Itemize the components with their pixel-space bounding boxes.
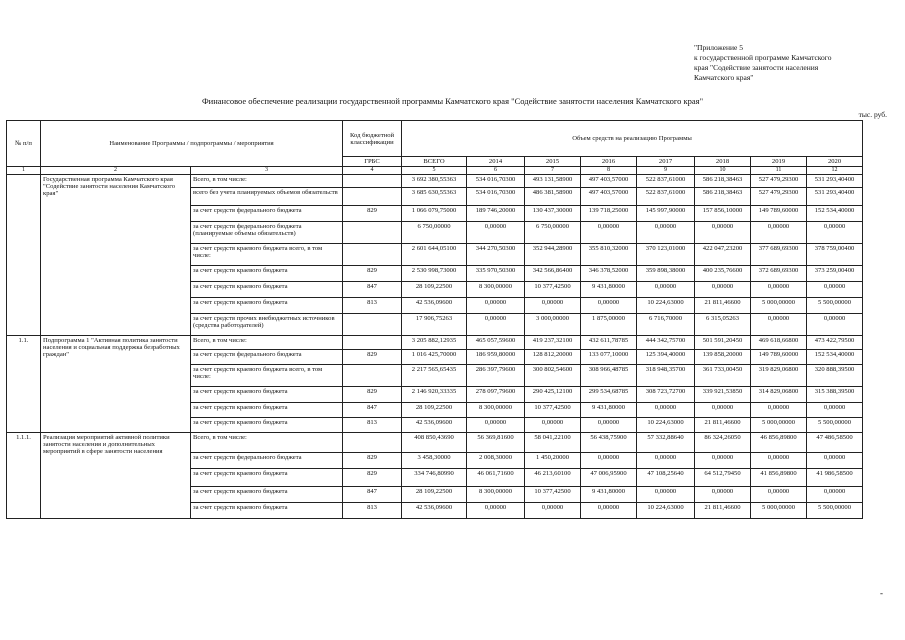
amount-total: 6 750,00000 bbox=[402, 222, 467, 244]
funding-source-label: за счет средств федерального бюджета bbox=[191, 206, 343, 222]
amount-year: 339 921,53850 bbox=[695, 387, 751, 403]
amount-year: 469 618,66800 bbox=[751, 336, 807, 350]
program-name: Реализация мероприятий активной политики занятости населения и дополнительных мероприятий в сфере занятости населения bbox=[41, 433, 191, 519]
amount-total: 2 146 920,33335 bbox=[402, 387, 467, 403]
amount-year: 372 689,69300 bbox=[751, 266, 807, 282]
appendix-note bbox=[694, 43, 894, 83]
appendix-line: к государственной программе Камчатского bbox=[694, 53, 832, 62]
amount-year: 21 811,46600 bbox=[695, 418, 751, 433]
amount-year: 534 016,70300 bbox=[467, 175, 525, 188]
funding-source-label: Всего, в том числе: bbox=[191, 175, 343, 188]
amount-total: 42 536,09600 bbox=[402, 503, 467, 519]
amount-year: 0,00000 bbox=[807, 314, 863, 336]
amount-year: 0,00000 bbox=[581, 222, 637, 244]
amount-year: 9 431,80000 bbox=[581, 487, 637, 503]
amount-year: 10 377,42500 bbox=[525, 487, 581, 503]
amount-year: 473 422,79500 bbox=[807, 336, 863, 350]
amount-year: 319 829,06800 bbox=[751, 365, 807, 387]
amount-year: 3 000,00000 bbox=[525, 314, 581, 336]
col-index: 8 bbox=[581, 167, 637, 175]
amount-year: 130 437,30000 bbox=[525, 206, 581, 222]
amount-year: 47 006,95900 bbox=[581, 469, 637, 487]
page-mark: - bbox=[880, 588, 883, 598]
amount-year: 189 746,20000 bbox=[467, 206, 525, 222]
header-col-year: 2019 bbox=[751, 157, 807, 167]
amount-year: 46 856,89800 bbox=[751, 433, 807, 453]
grbs-code: 813 bbox=[343, 418, 402, 433]
amount-year: 465 057,59600 bbox=[467, 336, 525, 350]
amount-year: 0,00000 bbox=[751, 282, 807, 298]
amount-total: 28 109,22500 bbox=[402, 487, 467, 503]
amount-year: 278 097,79600 bbox=[467, 387, 525, 403]
grbs-code bbox=[343, 188, 402, 206]
column-index-row bbox=[7, 167, 863, 175]
amount-year: 0,00000 bbox=[467, 314, 525, 336]
amount-year: 527 479,29300 bbox=[751, 175, 807, 188]
amount-year: 5 500,00000 bbox=[807, 418, 863, 433]
amount-year: 0,00000 bbox=[751, 403, 807, 418]
grbs-code: 847 bbox=[343, 487, 402, 503]
grbs-code bbox=[343, 222, 402, 244]
amount-year: 308 966,48785 bbox=[581, 365, 637, 387]
amount-year: 5 500,00000 bbox=[807, 503, 863, 519]
grbs-code bbox=[343, 314, 402, 336]
amount-year: 0,00000 bbox=[695, 282, 751, 298]
amount-total: 17 906,75263 bbox=[402, 314, 467, 336]
amount-total: 28 109,22500 bbox=[402, 282, 467, 298]
amount-year: 0,00000 bbox=[807, 453, 863, 469]
amount-year: 531 293,40400 bbox=[807, 175, 863, 188]
amount-total: 3 458,30000 bbox=[402, 453, 467, 469]
amount-year: 0,00000 bbox=[637, 453, 695, 469]
amount-total: 1 016 425,70000 bbox=[402, 350, 467, 365]
amount-year: 522 837,61000 bbox=[637, 175, 695, 188]
amount-year: 1 450,20000 bbox=[525, 453, 581, 469]
grbs-code bbox=[343, 175, 402, 188]
amount-year: 0,00000 bbox=[581, 453, 637, 469]
funding-source-label: за счет средств краевого бюджета bbox=[191, 266, 343, 282]
program-name: Подпрограмма 1 "Активная политика занятости населения и социальная поддержка безработных граждан" bbox=[41, 336, 191, 433]
amount-year: 0,00000 bbox=[467, 222, 525, 244]
header-name: Наименование Программы / подпрограммы / мероприятия bbox=[41, 121, 343, 167]
header-col-year: 2017 bbox=[637, 157, 695, 167]
amount-year: 315 388,39500 bbox=[807, 387, 863, 403]
amount-year: 47 486,58500 bbox=[807, 433, 863, 453]
header-col-year: 2016 bbox=[581, 157, 637, 167]
amount-year: 0,00000 bbox=[467, 298, 525, 314]
amount-year: 46 061,71600 bbox=[467, 469, 525, 487]
amount-year: 10 224,63000 bbox=[637, 418, 695, 433]
amount-year: 344 270,50300 bbox=[467, 244, 525, 266]
amount-total: 28 109,22500 bbox=[402, 403, 467, 418]
grbs-code: 829 bbox=[343, 206, 402, 222]
amount-total: 42 536,09600 bbox=[402, 418, 467, 433]
amount-year: 125 394,40000 bbox=[637, 350, 695, 365]
amount-year: 149 789,60000 bbox=[751, 350, 807, 365]
grbs-code: 829 bbox=[343, 469, 402, 487]
program-name: Государственная программа Камчатского края "Содействие занятости населения Камчатского края" bbox=[41, 175, 191, 336]
col-index: 1 bbox=[7, 167, 41, 175]
row-number: 1.1.1. bbox=[7, 433, 41, 519]
amount-year: 6 750,00000 bbox=[525, 222, 581, 244]
appendix-line: Камчатского края" bbox=[694, 73, 754, 82]
amount-year: 586 218,38463 bbox=[695, 175, 751, 188]
amount-year: 10 377,42500 bbox=[525, 282, 581, 298]
amount-year: 444 342,75700 bbox=[637, 336, 695, 350]
financing-table bbox=[6, 120, 863, 519]
amount-year: 139 718,25000 bbox=[581, 206, 637, 222]
amount-year: 6 716,70000 bbox=[637, 314, 695, 336]
amount-year: 2 008,30000 bbox=[467, 453, 525, 469]
amount-year: 21 811,46600 bbox=[695, 298, 751, 314]
col-index: 4 bbox=[343, 167, 402, 175]
amount-year: 0,00000 bbox=[467, 503, 525, 519]
amount-year: 8 300,00000 bbox=[467, 282, 525, 298]
funding-source-label: за счет средств краевого бюджета всего, в том числе: bbox=[191, 244, 343, 266]
amount-year: 534 016,70300 bbox=[467, 188, 525, 206]
row-number bbox=[7, 175, 41, 336]
amount-year: 56 369,81600 bbox=[467, 433, 525, 453]
amount-year: 10 224,63000 bbox=[637, 503, 695, 519]
units-label: тыс. руб. bbox=[858, 110, 887, 119]
row-number: 1.1. bbox=[7, 336, 41, 433]
grbs-code: 829 bbox=[343, 350, 402, 365]
col-index: 6 bbox=[467, 167, 525, 175]
document-title: Финансовое обеспечение реализации государственной программы Камчатского края "Содействие занятости населения Камчатского края" bbox=[201, 96, 704, 106]
grbs-code bbox=[343, 365, 402, 387]
funding-source-label: за счет средств краевого бюджета bbox=[191, 503, 343, 519]
amount-year: 152 534,40000 bbox=[807, 206, 863, 222]
amount-year: 308 723,72700 bbox=[637, 387, 695, 403]
amount-year: 318 948,35700 bbox=[637, 365, 695, 387]
appendix-line: "Приложение 5 bbox=[694, 43, 743, 52]
col-index: 5 bbox=[402, 167, 467, 175]
grbs-code: 829 bbox=[343, 453, 402, 469]
funding-source-label: Всего, в том числе: bbox=[191, 336, 343, 350]
amount-year: 133 077,10000 bbox=[581, 350, 637, 365]
grbs-code: 829 bbox=[343, 387, 402, 403]
table-row bbox=[7, 433, 863, 453]
amount-year: 9 431,80000 bbox=[581, 282, 637, 298]
amount-year: 0,00000 bbox=[581, 503, 637, 519]
amount-year: 0,00000 bbox=[807, 282, 863, 298]
amount-year: 0,00000 bbox=[467, 418, 525, 433]
amount-year: 0,00000 bbox=[807, 222, 863, 244]
amount-year: 493 131,58900 bbox=[525, 175, 581, 188]
amount-year: 21 811,46600 bbox=[695, 503, 751, 519]
amount-year: 501 591,20450 bbox=[695, 336, 751, 350]
amount-year: 0,00000 bbox=[695, 453, 751, 469]
amount-year: 361 733,00450 bbox=[695, 365, 751, 387]
amount-year: 0,00000 bbox=[581, 418, 637, 433]
grbs-code: 813 bbox=[343, 298, 402, 314]
amount-year: 139 858,20000 bbox=[695, 350, 751, 365]
amount-year: 286 397,79600 bbox=[467, 365, 525, 387]
amount-total: 1 066 079,75000 bbox=[402, 206, 467, 222]
amount-year: 0,00000 bbox=[807, 403, 863, 418]
amount-year: 527 479,29300 bbox=[751, 188, 807, 206]
amount-year: 486 381,58900 bbox=[525, 188, 581, 206]
amount-year: 0,00000 bbox=[695, 487, 751, 503]
col-index: 2 bbox=[41, 167, 191, 175]
amount-year: 41 856,89800 bbox=[751, 469, 807, 487]
amount-year: 432 611,78785 bbox=[581, 336, 637, 350]
funding-source-label: за счет средств краевого бюджета bbox=[191, 282, 343, 298]
funding-source-label: за счет средств федерального бюджета bbox=[191, 453, 343, 469]
amount-year: 342 566,86400 bbox=[525, 266, 581, 282]
header-code: Код бюджетной классификации bbox=[343, 121, 402, 157]
amount-year: 58 041,22100 bbox=[525, 433, 581, 453]
amount-year: 531 293,40400 bbox=[807, 188, 863, 206]
amount-total: 408 850,43690 bbox=[402, 433, 467, 453]
amount-year: 10 377,42500 bbox=[525, 403, 581, 418]
amount-year: 314 829,06800 bbox=[751, 387, 807, 403]
amount-total: 3 692 380,55363 bbox=[402, 175, 467, 188]
funding-source-label: за счет средств краевого бюджета bbox=[191, 469, 343, 487]
funding-source-label: за счет средств федерального бюджета (планируемые объемы обязательств) bbox=[191, 222, 343, 244]
amount-year: 47 108,25640 bbox=[637, 469, 695, 487]
amount-year: 335 970,50300 bbox=[467, 266, 525, 282]
header-col-year: 2015 bbox=[525, 157, 581, 167]
amount-total: 2 530 998,73000 bbox=[402, 266, 467, 282]
funding-source-label: за счет средств краевого бюджета bbox=[191, 387, 343, 403]
amount-year: 378 759,00400 bbox=[807, 244, 863, 266]
header-col-total: ВСЕГО bbox=[402, 157, 467, 167]
amount-total: 3 205 882,12935 bbox=[402, 336, 467, 350]
amount-year: 419 237,32100 bbox=[525, 336, 581, 350]
amount-year: 352 944,28900 bbox=[525, 244, 581, 266]
amount-year: 0,00000 bbox=[525, 418, 581, 433]
amount-year: 157 856,10000 bbox=[695, 206, 751, 222]
amount-total: 3 685 630,55363 bbox=[402, 188, 467, 206]
amount-year: 497 403,57000 bbox=[581, 175, 637, 188]
amount-year: 64 512,79450 bbox=[695, 469, 751, 487]
table-row bbox=[7, 336, 863, 350]
col-index: 12 bbox=[807, 167, 863, 175]
grbs-code: 813 bbox=[343, 503, 402, 519]
amount-year: 128 812,20000 bbox=[525, 350, 581, 365]
col-index: 10 bbox=[695, 167, 751, 175]
amount-year: 0,00000 bbox=[525, 503, 581, 519]
amount-total: 42 536,09600 bbox=[402, 298, 467, 314]
col-index: 3 bbox=[191, 167, 343, 175]
amount-year: 41 986,58500 bbox=[807, 469, 863, 487]
col-index: 9 bbox=[637, 167, 695, 175]
amount-year: 5 000,00000 bbox=[751, 418, 807, 433]
col-index: 11 bbox=[751, 167, 807, 175]
funding-source-label: за счет средств федерального бюджета bbox=[191, 350, 343, 365]
amount-year: 8 300,00000 bbox=[467, 487, 525, 503]
amount-year: 186 959,80000 bbox=[467, 350, 525, 365]
grbs-code: 847 bbox=[343, 282, 402, 298]
amount-year: 145 997,90000 bbox=[637, 206, 695, 222]
amount-total: 2 601 644,05100 bbox=[402, 244, 467, 266]
funding-source-label: за счет средств краевого бюджета всего, в том числе: bbox=[191, 365, 343, 387]
amount-year: 0,00000 bbox=[695, 222, 751, 244]
funding-source-label: всего без учета планируемых объемов обязательств bbox=[191, 188, 343, 206]
header-col-year: 2020 bbox=[807, 157, 863, 167]
amount-year: 300 802,54600 bbox=[525, 365, 581, 387]
header-col-year: 2014 bbox=[467, 157, 525, 167]
amount-year: 377 689,69300 bbox=[751, 244, 807, 266]
funding-source-label: за счет средств краевого бюджета bbox=[191, 298, 343, 314]
grbs-code bbox=[343, 244, 402, 266]
amount-year: 149 789,60000 bbox=[751, 206, 807, 222]
grbs-code bbox=[343, 433, 402, 453]
amount-year: 0,00000 bbox=[637, 403, 695, 418]
amount-year: 86 324,26050 bbox=[695, 433, 751, 453]
amount-year: 5 000,00000 bbox=[751, 503, 807, 519]
amount-year: 370 123,01000 bbox=[637, 244, 695, 266]
amount-year: 346 378,52000 bbox=[581, 266, 637, 282]
funding-source-label: Всего, в том числе: bbox=[191, 433, 343, 453]
grbs-code bbox=[343, 336, 402, 350]
amount-year: 6 315,05263 bbox=[695, 314, 751, 336]
amount-year: 373 259,00400 bbox=[807, 266, 863, 282]
amount-year: 57 332,88640 bbox=[637, 433, 695, 453]
amount-year: 0,00000 bbox=[637, 487, 695, 503]
amount-year: 299 534,68785 bbox=[581, 387, 637, 403]
amount-year: 400 235,76600 bbox=[695, 266, 751, 282]
amount-year: 10 224,63000 bbox=[637, 298, 695, 314]
amount-year: 497 403,57000 bbox=[581, 188, 637, 206]
table-row bbox=[7, 175, 863, 188]
grbs-code: 847 bbox=[343, 403, 402, 418]
amount-year: 359 898,38000 bbox=[637, 266, 695, 282]
amount-total: 2 217 565,65435 bbox=[402, 365, 467, 387]
amount-year: 355 810,32000 bbox=[581, 244, 637, 266]
funding-source-label: за счет средств краевого бюджета bbox=[191, 418, 343, 433]
amount-year: 5 500,00000 bbox=[807, 298, 863, 314]
amount-year: 56 438,75900 bbox=[581, 433, 637, 453]
amount-year: 8 300,00000 bbox=[467, 403, 525, 418]
amount-year: 320 888,39500 bbox=[807, 365, 863, 387]
funding-source-label: за счет средств краевого бюджета bbox=[191, 403, 343, 418]
amount-year: 0,00000 bbox=[751, 487, 807, 503]
amount-year: 422 047,23200 bbox=[695, 244, 751, 266]
amount-year: 0,00000 bbox=[751, 453, 807, 469]
amount-year: 0,00000 bbox=[751, 314, 807, 336]
header-num: № п/п bbox=[7, 121, 41, 167]
funding-source-label: за счет средств краевого бюджета bbox=[191, 487, 343, 503]
amount-year: 5 000,00000 bbox=[751, 298, 807, 314]
amount-year: 0,00000 bbox=[695, 403, 751, 418]
table-body bbox=[7, 175, 863, 519]
amount-year: 0,00000 bbox=[807, 487, 863, 503]
header-volume: Объем средств на реализацию Программы bbox=[402, 121, 863, 157]
grbs-code: 829 bbox=[343, 266, 402, 282]
amount-year: 0,00000 bbox=[637, 282, 695, 298]
amount-year: 0,00000 bbox=[581, 298, 637, 314]
funding-source-label: за счет средств прочих внебюджетных источников (средства работодателей) bbox=[191, 314, 343, 336]
amount-year: 152 534,40000 bbox=[807, 350, 863, 365]
amount-total: 334 746,80990 bbox=[402, 469, 467, 487]
amount-year: 522 837,61000 bbox=[637, 188, 695, 206]
amount-year: 0,00000 bbox=[637, 222, 695, 244]
col-index: 7 bbox=[525, 167, 581, 175]
amount-year: 9 431,80000 bbox=[581, 403, 637, 418]
header-col-year: 2018 bbox=[695, 157, 751, 167]
amount-year: 0,00000 bbox=[525, 298, 581, 314]
amount-year: 0,00000 bbox=[751, 222, 807, 244]
amount-year: 46 213,60100 bbox=[525, 469, 581, 487]
header-grbs: ГРБС bbox=[343, 157, 402, 167]
appendix-line: края "Содействие занятости населения bbox=[694, 63, 819, 72]
amount-year: 1 875,00000 bbox=[581, 314, 637, 336]
amount-year: 586 218,38463 bbox=[695, 188, 751, 206]
amount-year: 290 425,12100 bbox=[525, 387, 581, 403]
